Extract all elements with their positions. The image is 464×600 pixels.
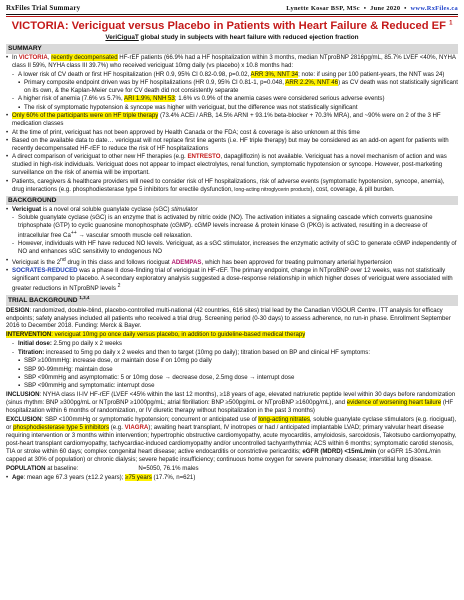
list-item: ▪ SBP ≥100mmHg: increase dose, or maintain dose if on 10mg po daily [6,357,458,365]
header-rule [6,14,458,15]
separator-2: • [402,4,409,12]
exclusion-paragraph: EXCLUSION: SBP <100mmHg or symptomatic hypotension; concurrent or anticipated use of long-acting nitrates, soluble guanylate cyclase stimulators (e.g. riociguat), or phosphodiesterase type 5 inhibitors (e.g. VIAGRA); awaiting heart transplant, IV inotropes or had / anticipated implantable LVAD; primary valvular heart disease requiring intervention or 3 months within intervention; hypertrophic obstructive cardiomyopathy, acute myocarditis, amyloidosis, sarcoidosis, Takotsubo cardiomyopathy, post-heart transplant cardiomyopathy, tachycardiac-induced cardiomyopathy and/or uncontrolled tachyarrhythmia; ACS within 6 months; symptomatic carotid stenosis, TIA or stroke within 60 days; complex congenital heart disease; active endocarditis or constrictive pericarditis; eGFR (MDRD) <15mL/min (or eGFR 15-30mL/min capped at 30% of population) or chronic dialysis; severe hepatic insufficiency; continuous home oxygen for severe pulmonary disease; interstitial lung disease. [6,416,457,463]
intervention-paragraph: INTERVENTION: vericiguat 10mg po once daily versus placebo, in addition to guideline-based medical therapy [6,331,306,339]
section-summary-heading: SUMMARY [6,44,458,54]
subtitle-acronym: VeriCiguaT [105,33,139,41]
list-item: • SOCRATES-REDUCED was a phase II dose-finding trial of vericiguat in HF-rEF. The primary endpoint, change in NTproBNP over 12 weeks, was not statistically significant compared to placebo. A secondary exploratory analysis suggested a dose-response relationship in which higher doses of vericiguat were associated with greater reductions in NTproBNP levels $^2$ [6,267,458,293]
list-item: • Patients, caregivers & healthcare providers will need to consider risk of HF hospitalizations, risk of adverse events (symptomatic hypotension, syncope, anemia), drug interactions (e.g. phosphodiesterase type 5 inhibitors for erectile dysfunction, long-acting nitroglycerin products), cost, coverage, & pill burden. [6,178,458,194]
title-ref: 1 [449,20,453,27]
population-paragraph: POPULATION at baseline: N=5050, 76.1% males [6,464,199,472]
header-rule-red [6,16,458,17]
masthead [6,2,458,13]
list-item: ▪ SBP <90mmHg and symptomatic: interrupt dose [6,382,458,390]
list-item: - Initial dose: 2.5mg po daily x 2 weeks [6,340,458,348]
list-item: - Titration: increased to 5mg po daily x 2 weeks and then to target (10mg po daily); titration based on BP and clinical HF symptoms: [6,349,458,357]
highlight: ARI 1.9%, NNH 53 [124,95,175,103]
list-item: - A lower risk of CV death or first HF hospitalization (HR 0.9, 95% CI 0.82-0.98, p=0.02, ARR 3%, NNT 34; note: if using per 100 patient-years, the NNT was 24) [6,71,458,79]
intervention-list [6,340,458,390]
brand-name: ADEMPAS [171,258,202,266]
highlight: recently decompensated [51,54,118,62]
brand-name: ENTRESTO [187,153,221,161]
page-title [6,20,458,33]
list-item: • Vericiguat is a novel oral soluble guanylate cyclase (sGC) stimulator [6,206,458,214]
publication-name: RxFiles Trial Summary [6,4,81,12]
highlight: phosphodiesterase type 5 inhibitors [13,424,109,432]
list-item: • Vericiguat is the 2nd drug in this class and follows riociguat ADEMPAS, which has been approved for treating pulmonary arterial hypertension [6,257,458,267]
title-text: : Vericiguat versus Placebo in Patients with Heart Failure & Reduced EF [64,20,446,33]
trial-name-inline: SOCRATES-REDUCED [12,267,78,275]
highlight: evidence of worsening heart failure [346,399,442,407]
trial-name: VICTORIA [11,20,65,33]
brand-name: VIAGRA [124,424,149,432]
background-list [6,206,458,293]
highlight: ≥75 years [125,473,152,481]
list-item: • Age: mean age 67.3 years (±12.2 years); ≥75 years (17.7%, n=621) [6,474,458,482]
list-item: - A higher risk of anemia (7.6% vs 5.7%, ARI 1.9%, NNH 53; 1.6% vs 0.9% of the anemia cases were considered serious adverse events) [6,95,458,103]
list-item: • Based on the available data to date… vericiguat will not replace first line agents (i.e. HF triple therapy) but may be considered as an add-on agent for patients with recently decompensated HF-rEF to reduce the risk of HF hospitalizations [6,137,458,153]
summary-list [6,54,458,193]
author-line [286,5,458,13]
list-item: • A direct comparison of vericiguat to other new HF therapies (e.g. ENTRESTO, dapagliflozin) is not available. Vericiguat has a novel mechanism of action and was studied in high-risk individuals. Vericiguat does not appear to impact electrolytes, renal function, symptomatic hypotension or syncope. However, post-marketing surveillance on the risk of anemia will be important. [6,153,458,177]
highlight: long-acting nitrates [258,416,310,424]
list-item: • In VICTORIA, recently decompensated HF-rEF patients (66.9% had a HF hospitalization within 3 months, median NTproBNP 2816pg/mL, 85.7% LVEF <40%, NYHA class II 59%, NYHA class III 39.7%) who received vericiguat 10mg daily (vs placebo) x 10.8 months had: [6,54,458,70]
author-name: Lynette Kosar BSP, MSc [286,4,360,12]
population-list [6,474,458,482]
list-item: ▪ The risk of symptomatic hypotension & syncope was higher with vericiguat, but the difference was not statistically significant [6,104,458,112]
list-item: ▪ SBP 90-99mmHg: maintain dose [6,366,458,374]
highlight: ARR 3%, NNT 34 [250,70,299,78]
list-item: - Soluble guanylate cyclase (sGC) is an enzyme that is activated by nitric oxide (NO). The activation initiates a signaling cascade which converts guanosine triphosphate (GTP) to cyclic guanosine monophosphate (cGMP). cGMP levels increase & protein kinase G (PKG) is activated, resulting in a decrease of intracellular free Ca++ → vascular smooth muscle cell relaxation. [6,214,458,240]
page-subtitle [6,34,458,42]
section-trial-heading: TRIAL BACKGROUND $^{1,3,4}$ [6,295,458,306]
list-item: ▪ SBP <90mmHg and asymptomatic: 5 or 10mg dose → decrease dose, 2.5mg dose → interrupt dose [6,374,458,382]
trial-name-inline: VICTORIA [18,54,48,62]
website-link[interactable]: www.RxFiles.ca [410,4,458,12]
list-item: • At the time of print, vericiguat has not been approved by Health Canada or the FDA; cost & coverage is also unknown at this time [6,129,458,137]
design-paragraph: DESIGN: randomized, double-blind, placebo-controlled multi-national (42 countries, 616 sites) trial lead by the Canadian VIGOUR Centre. ITT analysis for efficacy endpoints; safety analyses included all patients who received a trial drug. Screening period (0-30 days) to assess adherence, no run-in phase. Enrollment September 2016 to December 2018. Funding: Merck & Bayer. [6,306,451,330]
separator-1: • [361,4,369,12]
subtitle-text: global study in subjects with heart failure with reduced ejection fraction [138,33,359,41]
highlight: ARR 2.2%, NNT 46 [285,79,339,87]
inclusion-paragraph: INCLUSION: NYHA class II-IV HF-rEF (LVEF <45% within the last 12 months), ≥18 years of age, elevated natriuretic peptide level within 30 days before randomization (sinus rhythm: BNP ≥300pg/mL or NTproBNP ≥1000pg/mL; atrial fibrillation: BNP ≥500pg/mL or NTproBNP ≥1600pg/mL), and evidence of worsening heart failure (HF hospitalization within 6 months of randomization, or IV diuretic therapy without hospitalization in the past 3 months) [6,391,456,415]
list-item: - However, individuals with HF have reduced NO levels. Vericiguat, as a sGC stimulator, increases the enzymatic activity of sGC to generate cGMP independently of NO and enhances sGC sensitivity to endogenous NO [6,240,458,256]
list-item: ▪ Primary composite endpoint driven was by HF hospitalizations (HR 0.9, 95% CI 0.81-1, p=0.048, ARR 2.2%, NNT 46) as CV death was not statistically significant on its own, & the Kaplan-Meier curve for CV death did not consistently separate [6,79,458,95]
section-background-heading: BACKGROUND [6,196,458,206]
highlight: Only 60% of the participants were on HF triple therapy [12,112,159,120]
list-item: • Only 60% of the participants were on HF triple therapy (73.4% ACEi / ARB, 14.5% ARNI + 93.1% beta-blocker + 70.3% MRA), and ~90% were on 2 of the 3 HF medication classes [6,112,458,128]
publication-date: June 2020 [370,4,401,12]
